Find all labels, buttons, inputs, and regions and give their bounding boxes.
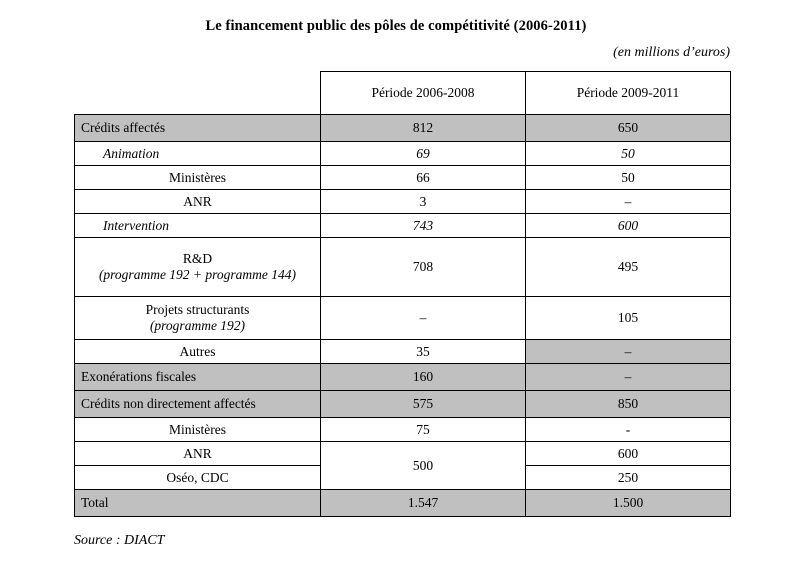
row-value-total-p1: 1.547 [321, 490, 526, 517]
row-value-anr-2-p2: 600 [526, 442, 731, 466]
row-value-projets-structurants-p1: – [321, 297, 526, 340]
row-value-anr-oseo-p1: 500 [321, 442, 526, 490]
row-label-anr-2: ANR [75, 442, 321, 466]
row-value-exonerations-p2: – [526, 364, 731, 391]
row-value-ministeres-2-p2: - [526, 418, 731, 442]
row-label-total: Total [75, 490, 321, 517]
row-value-credits-non-affectes-p2: 850 [526, 391, 731, 418]
column-header-period-2: Période 2009-2011 [526, 72, 731, 115]
row-value-credits-non-affectes-p1: 575 [321, 391, 526, 418]
table-row [75, 115, 731, 142]
row-label-autres: Autres [75, 340, 321, 364]
table-row [75, 340, 731, 364]
row-label-credits-non-affectes: Crédits non directement affectés [75, 391, 321, 418]
row-label-projets-structurants-sub: (programme 192) [149, 318, 246, 333]
row-value-credits-affectes-p2: 650 [526, 115, 731, 142]
row-label-rd-sub: (programme 192 + programme 144) [98, 267, 297, 282]
table-row [75, 142, 731, 166]
table-row [75, 442, 731, 466]
row-value-ministeres-1-p2: 50 [526, 166, 731, 190]
row-label-ministeres-2: Ministères [75, 418, 321, 442]
row-value-autres-p2: – [526, 340, 731, 364]
table-header-row [75, 72, 731, 115]
table-row [75, 297, 731, 340]
row-label-animation: Animation [75, 142, 321, 166]
table-row [75, 391, 731, 418]
row-value-intervention-p1: 743 [321, 214, 526, 238]
row-value-ministeres-2-p1: 75 [321, 418, 526, 442]
row-value-projets-structurants-p2: 105 [526, 297, 731, 340]
column-header-period-1: Période 2006-2008 [321, 72, 526, 115]
units-subtitle: (en millions d’euros) [613, 45, 730, 60]
financing-table [74, 71, 731, 517]
row-value-ministeres-1-p1: 66 [321, 166, 526, 190]
source-note: Source : DIACT [74, 533, 165, 548]
row-value-rd-p2: 495 [526, 238, 731, 297]
row-value-anr-1-p2: – [526, 190, 731, 214]
table-row [75, 490, 731, 517]
row-label-rd [75, 238, 321, 297]
table-row [75, 418, 731, 442]
row-value-animation-p1: 69 [321, 142, 526, 166]
table-row [75, 166, 731, 190]
row-value-animation-p2: 50 [526, 142, 731, 166]
row-label-intervention: Intervention [75, 214, 321, 238]
row-value-exonerations-p1: 160 [321, 364, 526, 391]
row-label-anr-1: ANR [75, 190, 321, 214]
document-page [0, 18, 792, 575]
row-value-rd-p1: 708 [321, 238, 526, 297]
row-label-exonerations-fiscales: Exonérations fiscales [75, 364, 321, 391]
row-label-ministeres-1: Ministères [75, 166, 321, 190]
row-value-autres-p1: 35 [321, 340, 526, 364]
table-row [75, 214, 731, 238]
row-label-rd-main: R&D [182, 251, 213, 267]
table-row [75, 238, 731, 297]
row-label-projets-structurants [75, 297, 321, 340]
row-value-oseo-cdc-p2: 250 [526, 466, 731, 490]
table-row [75, 364, 731, 391]
row-label-projets-structurants-main: Projets structurants [145, 302, 250, 318]
row-value-intervention-p2: 600 [526, 214, 731, 238]
row-value-anr-1-p1: 3 [321, 190, 526, 214]
row-value-credits-affectes-p1: 812 [321, 115, 526, 142]
header-corner-cell [75, 72, 321, 115]
row-label-credits-affectes: Crédits affectés [75, 115, 321, 142]
table-container [0, 71, 792, 517]
row-label-oseo-cdc: Oséo, CDC [75, 466, 321, 490]
row-value-total-p2: 1.500 [526, 490, 731, 517]
page-title: Le financement public des pôles de compétitivité (2006-2011) [205, 18, 587, 34]
table-row [75, 190, 731, 214]
